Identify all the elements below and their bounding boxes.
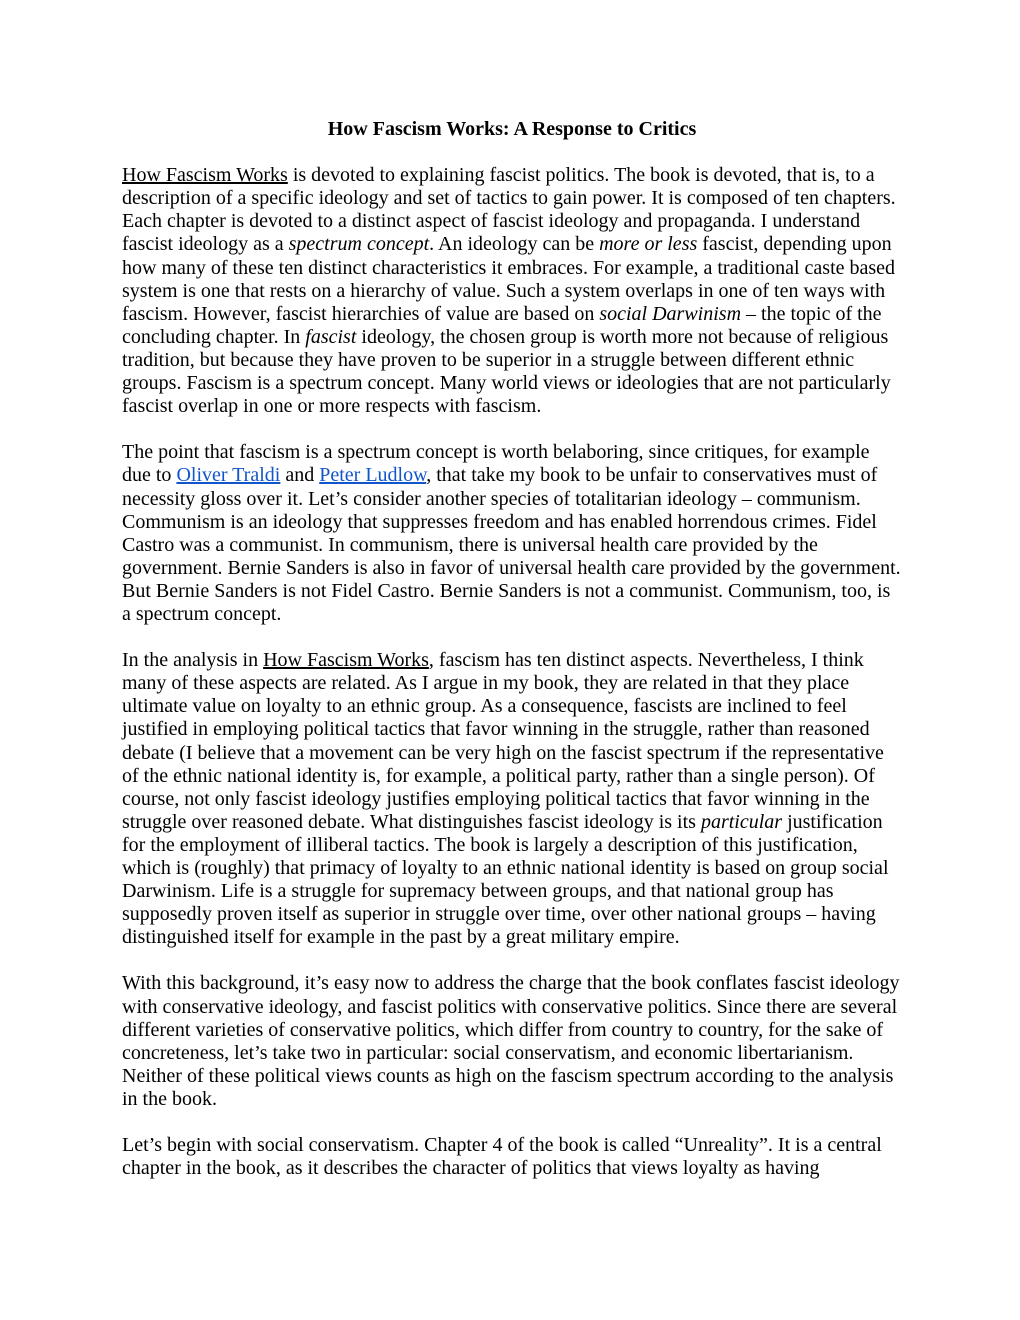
- text-run: The point that fascism is a spectrum concept is worth belaboring, since critiques, for example due to: [122, 441, 870, 487]
- paragraph: [122, 972, 902, 1111]
- text-run: particular: [700, 810, 783, 833]
- text-run: Let’s begin with social conservatism. Chapter 4 of the book is called “Unreality”. It is a central chapter in the book, as it describes the character of politics that views loyalty as having: [122, 1134, 882, 1180]
- text-run: is devoted to explaining fascist politics. The book is devoted, that is, to a description of a specific ideology and set of tactics to gain power. It is composed of ten chapters. Each chapter is devoted to a distinct aspect of fascist ideology and propaganda. I understand fascist ideology as a: [122, 164, 896, 256]
- link-peter-ludlow[interactable]: Peter Ludlow: [319, 464, 427, 487]
- text-run: . An ideology can be: [429, 233, 600, 256]
- text-run: – the topic of the concluding chapter. In: [122, 302, 882, 348]
- paragraph: [122, 1134, 902, 1180]
- paragraph: [122, 164, 902, 418]
- text-run: and: [280, 464, 320, 487]
- text-run: more or less: [599, 233, 698, 256]
- link-oliver-traldi[interactable]: Oliver Traldi: [176, 464, 281, 487]
- text-run: justification for the employment of illiberal tactics. The book is largely a description of this justification, which is (roughly) that primacy of loyalty to an ethnic national identity is based on group social Darwinism. Life is a struggle for supremacy between groups, and that national group has supposedly proven itself as superior in struggle over time, over other national groups – having distinguished itself for example in the past by a great military empire.: [122, 810, 889, 949]
- book-title-underlined: How Fascism Works: [263, 649, 429, 672]
- text-run: , fascism has ten distinct aspects. Nevertheless, I think many of these aspects are related. As I argue in my book, they are related in that they place ultimate value on loyalty to an ethnic group. As a consequence, fascists are inclined to feel justified in employing political tactics that favor winning in the struggle, rather than reasoned debate (I believe that a movement can be very high on the fascist spectrum if the representative of the ethnic national identity is, for example, a political party, rather than a single person). Of course, not only fascist ideology justifies employing political tactics that favor winning in the struggle over reasoned debate. What distinguishes fascist ideology is its: [122, 649, 884, 833]
- text-run: , that take my book to be unfair to conservatives must of necessity gloss over it. Let’s consider another species of totalitarian ideology – communism. Communism is an ideology that suppresses freedom and has enabled horrendous crimes. Fidel Castro was a communist. In communism, there is universal health care provided by the government. Bernie Sanders is also in favor of universal health care provided by the government. But Bernie Sanders is not Fidel Castro. Bernie Sanders is not a communist. Communism, too, is a spectrum concept.: [122, 464, 901, 625]
- text-run: fascist, depending upon how many of these ten distinct characteristics it embraces. For example, a traditional caste based system is one that rests on a hierarchy of value. Such a system overlaps in one of ten ways with fascism. However, fascist hierarchies of value are based on: [122, 233, 896, 325]
- book-title-underlined: How Fascism Works: [122, 164, 288, 187]
- document-body: [122, 164, 902, 1180]
- paragraph: [122, 649, 902, 949]
- text-run: social Darwinism: [599, 302, 742, 325]
- document-title: How Fascism Works: A Response to Critics: [327, 118, 697, 140]
- text-run: In the analysis in: [122, 649, 264, 672]
- text-run: ideology, the chosen group is worth more not because of religious tradition, but because they have proven to be superior in a struggle between different ethnic groups. Fascism is a spectrum concept. Many world views or ideologies that are not particularly fascist overlap in one or more respects with fascism.: [122, 325, 891, 418]
- text-run: fascist: [305, 325, 357, 348]
- text-run: spectrum concept: [288, 233, 430, 256]
- text-run: With this background, it’s easy now to address the charge that the book conflates fascist ideology with conservative ideology, and fascist politics with conservative politics. Since there are several different varieties of conservative politics, which differ from country to country, for the sake of concreteness, let’s take two in particular: social conservatism, and economic libertarianism. Neither of these political views counts as high on the fascism spectrum according to the analysis in the book.: [122, 972, 900, 1110]
- paragraph: [122, 441, 902, 626]
